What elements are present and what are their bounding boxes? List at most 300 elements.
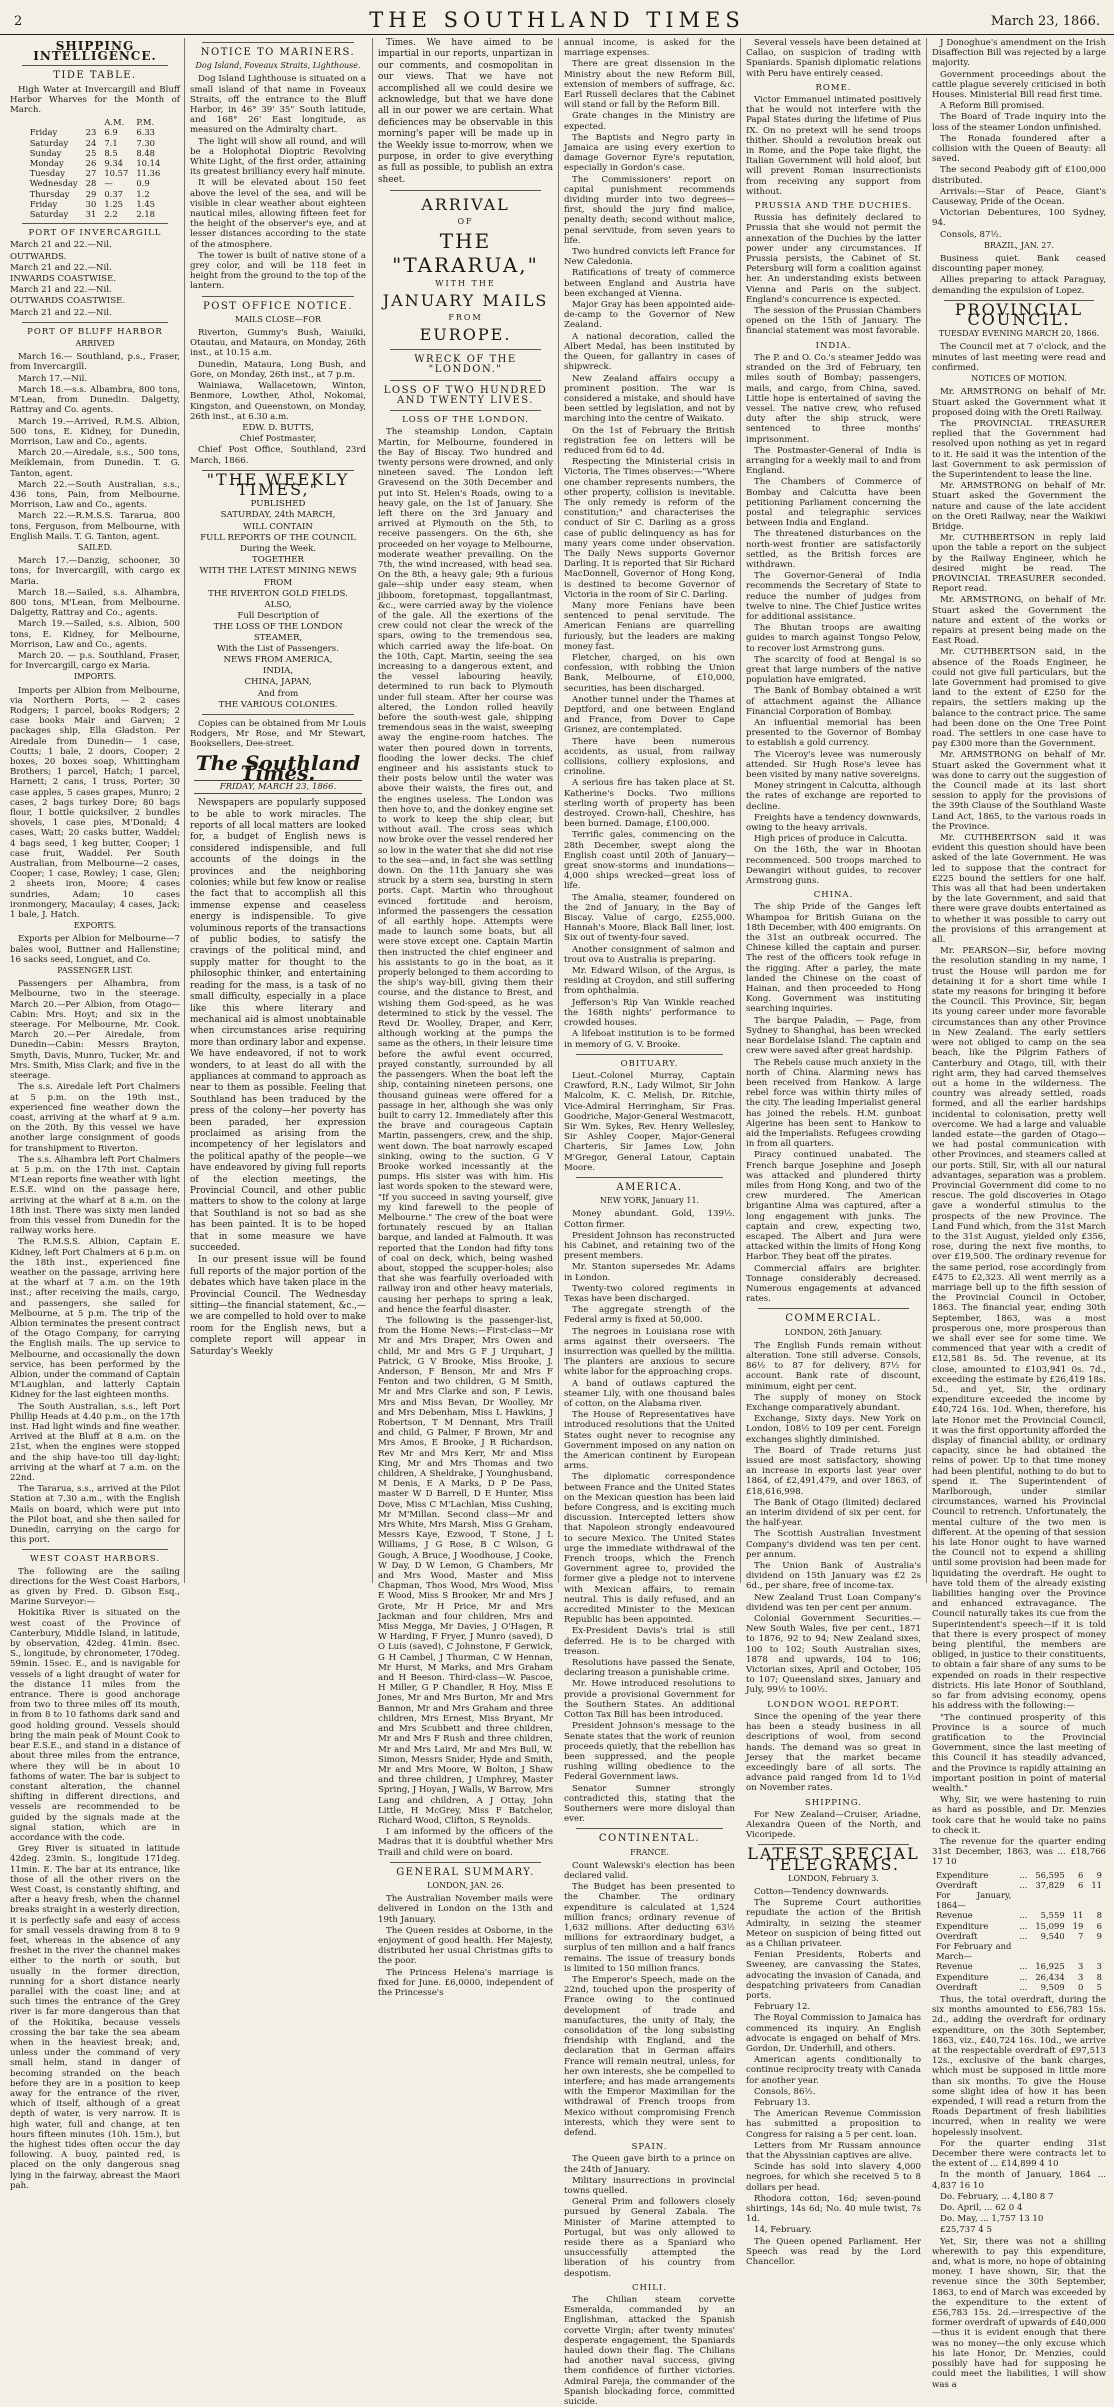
commercial-dateline: LONDON, 26th January. [784,1327,883,1337]
telegram-paragraph: Cotton—Tendency downwards. [754,1886,889,1897]
editorial-text [190,798,366,1358]
port-line: March 21 and 22.—Nil. [10,307,112,318]
commercial-paragraph: Colonial Government Securities.—New South Wales, five per cent., 1871 to 1876, 92 to 94; New Zealand sixes, 100 to 102; South Australian sixes, 1878 and upwards, 104 to 106; Victorian sixes, April and October, 105 to 107; Queensland sixes, January and July, 99½ to 100½. [746,1614,921,1696]
section-heading: SHIPPING INTELLIGENCE. [33,39,157,64]
arrival-banner-line: OF [457,217,474,227]
telegram-paragraph: The Queen opened Parliament. Her Speech was read by the Lord Chancellor. [746,2236,921,2268]
finance-cell [1015,1890,1031,1910]
mariners-subtitle: Dog Island, Foveaux Straits, Lighthouse. [195,61,361,71]
finance-cell: 9,509 [1040,1981,1065,1992]
india-title: INDIA. [815,340,852,351]
weekly-advert-line: During the Week. [239,543,317,554]
sailing-item: March 19.—Sailed, s.s. Albion, 500 tons, E. Kidney, for Melbourne, Morrison, Law and Co., agents. [10,619,180,650]
council-paragraph: Mr. ARMSTRONG on behalf of Mr. Stuart asked the Government the nature and cause of the late accident on the Oreti Railway, near the Waikiwi Bridge. [932,481,1106,532]
tide-cell: 24 [85,137,97,148]
america-paragraph: Resolutions have passed the Senate, declaring treason a punishable crime. [564,1658,735,1679]
spain-text [564,2154,735,2278]
tide-row [26,168,165,178]
telegram-paragraph: Scinde has sold into slavery 4,000 negroes, for which she received 5 to 8 dollars per head. [746,2162,921,2193]
arrival-banner-line: JANUARY MAILS [382,291,549,311]
india-paragraph: An influential memorial has been presented to the Governor of Bombay to establish a gold currency. [746,718,921,749]
continental-paragraph: Count Walewski's election has been declared valid. [564,1860,735,1881]
west-coast-paragraph: Grey River is situated in latitude 42deg. 23min. S., longitude 171deg. 11min. E. The bar at its entrance, like those of all the other rivers on the West Coast, is constantly shifting, and after a heavy fresh, when the channel breaks straight in a westerly direction, it is perfectly safe and easy of access for small vessels drawing from 8 to 9 feet, whereas in the absence of any freshet in the river the channel makes either to the north or south, but usually in the former direction, running for a short distance nearly parallel with the coast line; and at such times the entrance of the Grey river is far more dangerous than that of the Hokitika, because vessels crossing the bar take the sea abeam when in the heaviest break; and, unless under the command of very small helm, stand in danger of becoming stranded on the beach before they are in a position to keep away for the entrance of the river, which of itself, although of a great depth of water, is very narrow. It is high water, full and change, at ten hours fifteen minutes (10h. 15m.), but the highest tides often occur the day following. A buoy, painted red, is placed on the only dangerous snag lying in the fairway, abreast the Maori pah. [10,1844,180,2191]
sailing-item: March 20. — p.s. Southland, Fraser, for Invercargill, cargo ex Maria. [10,650,180,672]
telegram-paragraph: The Supreme Court authorities repudiate the action of the British Admiralty, in seizing the steamer Meteor on suspicion of being fitted out as a Chilian privateer. [746,1898,921,1949]
arrival-item: March 17.—Nil. [18,373,88,384]
india-paragraph: The P. and O. Co.'s steamer Jeddo was stranded on the 3rd of February, ten miles south of Bombay; passengers, mails, and cargo, from China, saved. Little hope is entertained of saving the vessel. The native crew, who refused duty after the ship struck, were sentenced to three months' imprisonment. [746,352,921,445]
council-debate-continued [932,1995,1106,2390]
post-office-paragraph: Riverton, Gummy's Bush, Waiuiki, Otautau, and Mataura, on Monday, 26th inst., at 10.15 a.m. [190,328,366,359]
telegram-paragraph: February 12. [754,2002,811,2013]
telegram-paragraph: Arrivals:—Star of Peace, Giant's Causeway, Pride of the Ocean. [932,186,1106,208]
port-line: March 21 and 22.—Nil. [10,240,112,251]
post-signature-date: Chief Post Office, Southland, 23rd March, 1866. [190,445,366,466]
finance-cell: ... [1019,1869,1028,1880]
summary-paragraph: The Australian November mails were delivered in London on the 13th and 19th January. [378,1894,553,1925]
tide-cell: 23 [85,127,97,138]
weekly-advert-line: Full Description of [237,611,319,622]
council-paragraph: For the quarter ending 31st December there were contracts let to the extent of ... £14,899 4 10 [932,2138,1106,2170]
post-signature-name: EDW. D. BUTTS, [242,422,314,433]
telegram-paragraph: The Board of Trade inquiry into the loss of the steamer London unfinished. [932,112,1106,133]
telegram-paragraph: American agents conditionally to continue reciprocity treaty with Canada for another year. [746,2055,921,2086]
summary-item: Another consignment of salmon and trout ova to Australia is preparing. [564,944,735,965]
finance-cell: 7 [1077,1930,1084,1941]
column-notices [190,38,366,1583]
shipping-paragraph: The South Australian, s.s., left Port Phillip Heads at 4.40 p.m., on the 17th inst. Had light winds and fine weather. Arrived at the Bluff at 8 a.m. on the 21st, when the engines were stopped and the ship have-too till day-light; arriving at the wharf at 7 a.m. on the 22nd. [10,1401,180,1484]
summary-item: A serious fire has taken place at St. Katherine's Docks. Two millions sterling worth of property has been destroyed. Crown-hall, Cheshire, has been burned. Damage, £100,000. [564,778,735,830]
arrival-item: March 16.— Southland, p.s., Fraser, from Invercargill. [10,352,180,373]
tide-row [26,158,165,168]
arrival-banner-line: FROM [448,313,483,323]
finance-cell: ... [1019,1971,1028,1982]
wreck-headline: WRECK OF THE "LONDON." [414,354,517,376]
weekly-advert-line: WILL CONTAIN [243,521,313,532]
tide-cell: Monday [29,158,64,169]
finance-cell [1069,1890,1088,1910]
west-coast-paragraph: Hokitika River is situated on the west coast of the Province of Canterbury, Middle Island, in latitude, by observation, 42deg. 41min. 8sec. S., longitude, by chronometer, 170deg. 59min. 15sec. E., and is navigable for vessels of a light draught of water for the distance 11 miles from the entrance. There is good anchorage from two to three miles off its mouth, in from 8 to 10 fathoms dark sand and good holding ground. Vessels should bring the main peak of Mount Cook to bear E.S.E., and stand in a distance of about three miles from the entrance, where they will be in about 10 fathoms of water. The bar is subject to constant alteration, the channel shifting in different directions, and vessels are recommended to be guided by the signals made at the signal station, which are in accordance with the code. [10,1608,180,1843]
tide-row [26,209,165,219]
arrival-item: March 20.—Airedale, s.s., 500 tons, Meiklemain, from Dunedin. T. G. Tanton, agent. [10,448,180,479]
column-rule [558,38,559,1583]
america-paragraph: The aggregate strength of the Federal army is fixed at 50,000. [564,1305,735,1326]
sailing-item: March 18.—Sailed, s.s. Alhambra, 800 tons, M'Lean, from Melbourne. Dalgetty, Rattray and Co., agents. [10,587,180,619]
tide-cell: 8.48 [136,147,155,158]
nameplate-date: FRIDAY, MARCH 23, 1866. [194,780,362,794]
arrival-banner-line: EUROPE. [419,325,512,345]
loss-title: LOSS OF THE LONDON. [402,415,529,426]
loss-headline: LOSS OF TWO HUNDRED AND TWENTY LIVES. [383,384,548,406]
tide-intro: High Water at Invercargill and Bluff Harbor Wharves for the Month of March. [10,84,180,116]
tide-header-cell: A.M. [104,117,125,128]
mariners-paragraph: The light will show all round, and will be a Holophotal Dioptric Revolving White Light, of the first order, attaining its greatest brilliancy every half minute. [190,136,366,178]
tide-row [26,148,165,158]
summary-item: Two hundred convicts left France for New Caledonia. [564,247,735,268]
america-title: AMERICA. [616,1181,683,1193]
china-paragraph: Piracy continued unabated. The French barque Josephine and Joseph was attacked and plundered thirty miles from Hong Kong, and two of the crew murdered. The American brigantine Alma was captured, after a long engagement with junks. The captain and crew, expecting two, escaped. The Albert and Jura were attacked within the limits of Hong Kong Harbor. They beat off the pirates. [746,1150,921,1263]
mariners-paragraph: It will be elevated about 150 feet above the level of the sea, and will be visible in clear weather about eighteen nautical miles, allowing fifteen feet for the height of the observer's eye, and at lesser distances according to the state of the atmosphere. [190,178,366,250]
passenger-text: Passengers per Alhambra, from Melbourne, two in the steerage. March 20.—Per Albion, from Otago—Cabin: Mrs. Hoyt; and six in the steerage. For Melbourne, Mr. Cook. March 20.—Per Airedale, from Dunedin—Cabin: Messrs Brayton, Smyth, Davis, Munro, Tucker, Mr. and Mrs. Smith, Miss Clark; and five in the steerage. [10,979,180,1082]
summary-item: Respecting the Ministerial crisis in Victoria, The Times observes:—"Where one chamber represents numbers, the other property, collision is inevitable. The only remedy is reform of the constitution;" and characterises the conduct of Sir C. Darling as a gross case of public delinquency as has for many years come under observation. The Daily News supports Governor Darling. It is reported that Sir Richard MacDonnell, Governor of Hong Kong, is destined to become Governor of Victoria in the room of Sir C. Darling. [564,457,735,600]
finance-cell: 15,099 [1035,1920,1065,1931]
finance-table [932,1870,1106,1992]
summary-item: Terrific gales, commencing on the 28th December, swept along the English coast until 20th of January—great snow-storms and inundations—4,000 ships wrecked—great loss of life. [564,830,735,892]
telegram-paragraph: The American Revenue Commission has submitted a proposition to Congress for raising a 5 per cent. loan. [746,2109,921,2140]
council-paragraph: Mr. CUTHBERTSON said it was evident this question should have been asked of the late Government. He was led to suppose that the contract for £225 bound the settlers for one half. This was all that had been undertaken by the late Government, and said that there were grave doubts entertained as to whether it was possible to carry out the provisions of this arrangement at all. [932,833,1106,946]
tide-table-title: TIDE TABLE. [53,70,137,82]
weekly-copies: Copies can be obtained from Mr Louis Rodgers, Mr Rose, and Mr Stewart, Booksellers, Dee-street. [190,718,366,750]
tide-cell: 0.9 [136,178,150,189]
telegram-paragraph: J Donoghue's amendment on the Irish Disaffection Bill was rejected by a large majority. [932,38,1106,69]
post-office-text [190,328,366,422]
tide-row [26,199,165,209]
council-paragraph: Mr. ARMSTRONG, on behalf of Mr. Stuart asked the Government the nature and extent of the works or repairs at present being made on the East Road. [932,595,1106,647]
chili-title: CHILI. [632,2282,667,2293]
summary-continued: annual income, is asked for the marriage expenses. [564,38,735,59]
column-foreign [564,38,735,2407]
masthead [0,0,1114,35]
loss-text [378,427,553,1857]
finance-cell: 8 [1096,1910,1102,1921]
imports-text: Imports per Albion from Melbourne, via Northern Ports, — 2 cases Rodgers; 1 parcel, books Rodgers; 2 case books Mair and Garven; 2 packages ship, Ella Gladston. Per Airedale from Dunedin— 1 case, Coutts; 1 bale, 2 doors, Cooper; 2 boxes, 20 boxes soap, Whittingham Brothers; 1 parcel, Hatch; 1 parcel, Harnett; 2 cans, 1 truss, Porter; 30 case apples, 5 cases grapes, Munro; 2 cases, 2 bags turkey Dore; 80 bags flour, 1 bottle quicksilver, 2 bundles shovels, 1 case pies, M'Donald; 4 cases, Watt; 20 casks butter, Waddel; 4 bags seed, 1 keg butter, Cooper; 1 case fruit, Waddel. Per South Australian, from Melbourne—2 cases, Cooper; 1 case, Rowley; 1 case, Glen; 2 sheets iron, Moore; 4 cases sundries, Adam; 10 cases ironmongery, Macaulay; 4 cases, Jack; 1 bale, J. Hatch. [10,685,180,921]
tide-cell: 6.33 [136,127,155,138]
arrival-banner-line: WITH THE [435,279,496,289]
shipping-paragraph: The R.M.S.S. Albion, Captain E. Kidney, left Port Chalmers at 6 p.m. on the 18th inst., experienced fine weather on the passage, arriving here at the wharf at 7 a.m. on the 19th inst.; after receiving the mails, cargo, and passengers, she sailed for Melbourne, at 5 p.m. The trip of the Albion terminates the present contract of the Otago Company, for carrying the English mails. The up service to Melbourne, and occasionally the down service, has been performed by the Albion, under the command of Captain M'Laughlan, and latterly Captain Kidney for the last eighteen months. [10,1237,180,1401]
america-paragraph: Mr. Howe introduced resolutions to provide a provisional Government for the Southern States. An additional Cotton Tax Bill has been introduced. [564,1679,735,1721]
tide-row [26,127,165,137]
finance-cell: 8 [1096,1971,1102,1982]
weekly-advert-line: PUBLISHED [250,499,306,510]
commercial-paragraph: The Bank of Otago (limited) declared an interim dividend of six per cent. for the half-year. [746,1497,921,1529]
weekly-times-advert [190,499,366,710]
america-paragraph: Mr. Stanton supersedes Mr. Adams in London. [564,1262,735,1283]
america-text [564,1209,735,1824]
weekly-advert-line: FROM [263,577,293,588]
india-paragraph: The Bank of Bombay obtained a writ of attachment against the Alliance Financial Corporation of Bombay. [746,686,921,717]
brazil-paragraph: Allies preparing to attack Paraguay, demanding the expulsion of Lopez. [932,275,1106,296]
telegram-paragraph: Consols, 87½. [940,229,1002,240]
india-paragraph: The Viceroy's levee was numerously attended. Sir Hugh Rose's levee has been visited by many native sovereigns. [746,749,921,781]
finance-cell: For February and March— [936,1940,1012,1962]
tide-cell: Saturday [29,209,69,220]
tide-cell: Friday [29,127,58,138]
tide-cell: Sunday [29,147,62,158]
finance-cell [1087,1941,1106,1961]
prussia-text [746,213,921,336]
spain-title: SPAIN. [631,2142,668,2153]
post-office-title: POST OFFICE NOTICE. [203,300,353,312]
finance-cell: 11 [1072,1910,1084,1921]
china-title: CHINA. [813,890,854,901]
telegram-paragraph: The second Peabody gift of £100,000 distributed. [932,165,1106,186]
loss-paragraph: The following is the passenger-list, from the Home News:—First-class—Mr Mr and Mrs Draper, Mrs Owen and child, Mr and Mrs G F J Urquhart, J Patrick, G V Brooke, Miss Brooke, J. Anderson, F Benson, Mr and Mrs F Fenton and two children, G M Smith, Mr and Mrs Clarke and son, F Lewis, Mrs and Miss Bevan, Dr Woolley, Mr and Mrs Debenham, Miss L Hawkins, J Robertson, T M Dennant, Mrs Traill and child, G Palmer, F Brown, Mr and Mrs Amos, E Brooke, J R Richardson, Rev Mr and Mrs Kerr, Mr and Miss King, Mr and Mrs Thomas and two children, A Sheldrake, J Younghusband, M Denis, E A Marks, D P De Pass, master W D Barrell, D E Hunter, Miss Dove, Miss C M'Lachlan, Miss Cushing, Mr M'Millan. Second class—Mr and Mrs White, Mrs Marsh, Miss G Graham, Messrs Kaye, Ezwood, T Stone, J L Williams, J G Rose, B C Wilson, G Gough, A Bruce, J Woodhouse, J Cooke, W Day, D W Lemon, G Chambers, Mr and Mrs Wood, Master and Miss Chapman, Thos Wood, Mrs Wood, Miss E Wood, Miss S Brooker, Mr and Mrs J Grote, Mr H Price, Mr and Mrs Jackman and four children, Mrs and Miss Megga, Mr Davies, J O'Hagen, R W Harding, F Fryer, J Munro (saved), D O Luis (saved), C Johnstone, F Gerwick, G H Cambel, J Thurman, C W Hennan, Mr Hurst, M Marks, and Mrs Graham and H Beeson. Third-class—W. Pascoe, H Miller, G P Chandler, R Hoy, Miss E Jones, Mr and Mrs Burton, Mr and Mrs Bannon, Mr and Mrs Graham and three children, Mrs Ernest, Miss Bryant, Mr and Mrs Scubbett and three children, Mr and Mrs F Rush and three children, Mr and Mrs Laird, Mr and Mrs Bull, W. Simon, Messrs Snider, Hyde and Smith, Mr and Mrs Moore, W Bolton, J Shaw and three children, J Umphrey, Master Spring, J Hoyan, J Walls, W Barrow, Mrs Lang and children, A J Ottay, John Little, H McGrey, Miss F Batchelor, Richard Wood, Clifton, S Reynolds. [378,1315,553,1826]
finance-cell: Expenditure [936,1869,989,1880]
council-paragraph: Mr. ARMSTRONG on behalf of Mr. Stuart asked the Government what it proposed doing with the Oreti Railway. [932,387,1106,418]
america-paragraph: The diplomatic correspondence between France and the United States on the Mexican question has been laid before Congress, and is exciting much discussion. Intercepted letters show that Napoleon strongly endeavoured to secure Mexico. The United States urge the immediate withdrawal of the French troops, which the French Government agree to, provided the former give a pledge not to intervene with Mexican affairs, to remain neutral. This is daily refused, and an accredited Minister to the Mexican Republic has been appointed. [564,1472,735,1626]
council-paragraph: Mr. PEARSON—Sir, before moving the resolution standing in my name, I trust the House will pardon me for detaining it for a short time while I state my reasons for bringing it before the Council. This Province, Sir, began its young career under more favorable circumstances than any other Province in New Zealand. The early settlers were not obliged to camp on the sea beach, like the Pilgrim Fathers of Canterbury and Otago, till, with their right arm, they had carved themselves out a home in the wilderness. The country was already settled, roads formed, and all the earlier hardships incidental to colonisation, pretty well overcome. We had a large and valuable landed estate—the garden of Otago—we had postal communication with other Provinces, and steamers called at our ports. Still, Sir, with all our natural advantages, separation was a problem. Provincial Government did come to no rescue. The gold discoveries in Otago gave a wonderful stimulus to the prospects of the new Province. The Land Fund which, from the 31st March to the 31st August, yielded only £356, rose, during the next five months, to over £19,500. The ordinary revenue for the same period, rose accordingly from £475 to £2,323. All went merrily as a marriage bell up to the fifth session of the Provincial Council in October, 1863. The financial year, ending 30th September, 1863, was a most prosperous one, more prosperous than we shall ever see for some time. We commenced that year with a credit of £12,581 8s. 5d. The revenue, at its close, amounted to £103,941 0s. 7d., exceeding the estimate by £26,419 18s. 5d., and yet, Sir, the ordinary expenditure exceeded the income by £40,724 16s. 10d. When, therefore, his late Honor met the Provincial Council, it was the first opportunity afforded the display of financial ability, or ordinary capacity, since he had obtained the reins of power. Up to that time money had been plentiful, nothing to do but to spend it. The Superintendent of Marlborough, under similar circumstances, warned his Provincial Council to retrench. Unfortunately, the mental culture of the two men is different. At the opening of that session his late Honor ought to have warned the Council not to expend a shilling until some provision had been made for liquidating the overdraft. He ought to have told them of the already existing liabilities hanging over the Province and enhanced extravagance. The Council naturally takes its cue from the Superintendent's speech—if it is told that there is every prospect of money being plentiful, the members are obliged, in justice to their constituents, to obtain a fair share of any sums to be expended on roads in their respective districts. His late Honor of Southland, so far from advising economy, opens his address with the following:— [932,946,1106,1712]
finance-cell: ... [1019,1930,1028,1941]
summary-item: Many more Fenians have been sentenced to penal servitude. The American Fenians are quarrelling furiously, but the leaders are making money fast. [564,600,735,652]
rome-title: ROME. [815,82,852,93]
west-coast-text [10,1567,180,2191]
tide-cell: 10.14 [136,158,161,169]
council-date: TUESDAY EVENING MARCH 20, 1866. [938,329,1100,339]
finance-cell [1015,1941,1031,1961]
finance-cell [1087,1890,1106,1910]
shipping-paragraph: The s.s. Airedale left Port Chalmers at 5 p.m. on the 19th inst., experienced fine weather down the coast, arriving at the wharf at 9 a.m. on the 20th. By this vessel we have another large consignment of goods for transhipment to Riverton. [10,1082,180,1154]
commercial-title: COMMERCIAL. [785,1313,882,1325]
continental-paragraph: The Budget has been presented to the Chamber. The ordinary expenditure is calculated at 1,524 million francs; ordinary revenue of 1,632 millions. After deducting 63½ millions for extraordinary budget, a surplus of ten million and a half francs remains. The issue of treasury bonds is limited to 150 million francs. [564,1882,735,1974]
summary-item: Jefferson's Rip Van Winkle reached the 168th nights' performance to crowded houses. [564,997,735,1029]
finance-cell: 37,829 [1035,1879,1065,1890]
post-signature-role: Chief Postmaster, [239,434,317,445]
summary-item: A national decoration, called the Albert Medal, has been instituted by the Queen, for gallantry in cases of shipwreck. [564,331,735,373]
finance-cell: Revenue [936,1961,973,1972]
exports-text: Exports per Albion for Melbourne—7 bales wool, Buttner and Hallenstine; 16 sacks seed, Longuet, and Co. [10,934,180,965]
prussia-paragraph: Russia has definitely declared to Prussia that she would not permit the annexation of the Duchies by the latter power under any circumstances. If Prussia persists, the Cabinet of St. Petersburg will form a coalition against her. An understanding exists between Vienna and Paris on the subject. England's concurrence is expected. [746,213,921,305]
america-paragraph: Twenty-two colored regiments in Texas have been discharged. [564,1283,735,1304]
finance-cell [1069,1941,1088,1961]
council-notices: NOTICES OF MOTION. [971,374,1067,384]
weekly-advert-line: INDIA, [262,666,294,677]
loss-paragraph: The steamship London, Captain Martin, for Melbourne, foundered in the Bay of Biscay. Two hundred and twenty persons were drowned, and only nineteen saved. The London left Gravesend on the 30th December and put into St. Helen's Roads, owing to a heavy gale, on the 1st of January. She left there on the 3rd January and arrived at Plymouth on the 5th, to receive passengers. On the 6th, she proceeded on her voyage to Melbourne, moderate weather prevailing. On the 7th, the wind increased, with head sea. On the 8th, a heavy gale; 9th a furious gale—ship under easy steam, when jibboom, foretopmast, topgallantmast, &c., were carried away by the violence of the gale. All the exertions of the crew could not clear the wreck of the spars, owing to the tremendous sea, which carried away the life-boat. On the 10th, Capt. Martin, seeing the sea increasing to a dangerous extent, and the vessel labouring heavily, determined to run back to Plymouth under full steam. After her course was altered, the London rolled heavily before the south-west gale, shipping tremendous seas in the waist, sweeping away the engine-room hatches. The water then poured down in torrents, flooding the lower decks. The chief engineer and his assistants stuck to their posts below until the water was above their waists, the fires out, and the engines useless. The London was then hove to, and the donkey engine set to work to keep the ship clear, but without avail. The cross seas which now broke over the vessel rendered her so low in the water that she did not rise to the sea—and, in fact she was settling down. On the 11th January she was struck by a stern sea, bursting in stern ports. Capt. Martin who throughout evinced fortitude and heroism, informed the passengers the cessation of all earthly hope. Attempts were made to launch some boats, but all were stove except one. Captain Martin then instructed the chief engineer and his assistants to go in the boat, as it properly belonged to them according to the ship's way-bill, giving them their course, and the distance to Brest, and wishing them God-speed, as he was determined to stick by the vessel. The Revd Dr. Woolley, Draper, and Kerr, although working at the pumps the same as the others, in their leisure time before the awful event occurred, prayed constantly, surrounded by all the passengers. When the boat left the ship, containing nineteen persons, one thousand guineas were offered for a passage in her, although she was only built to carry 12. Immediately after this the brave and courageous Captain Martin, passengers, crew, and the ship, went down. The boat narrowly escaped sinking, owing to the suction. G V Brooke worked incessantly at the pumps. His sister was with him. His last words spoken to the steward were, "If you succeed in saving yourself, give my kind farewell to the people of Melbourne." The crew of the boat were fortunately rescued by an Italian barque, and landed at Falmouth. It was reported that the London had fifty tons of coal on deck, which, being washed about, stopped the scupper-holes; also that she was fearfully overloaded with railway iron and other heavy materials, causing her perhaps to spring a leak, and hence the fearful disaster. [378,427,553,1315]
tide-cell: 2.18 [136,209,155,220]
commercial-paragraph: Exchange, Sixty days. New York on London, 108½ to 109 per cent. Foreign exchanges slightly diminished. [746,1414,921,1445]
council-debate [932,387,1106,1867]
finance-cell [1031,1941,1068,1961]
telegram-paragraph: Government proceedings about the cattle plague severely criticised in both Houses. Ministerial Bill read first time. [932,69,1106,101]
india-paragraph: The threatened disturbances on the north-west frontier are satisfactorily settled, as the British forces are withdrawn. [746,529,921,570]
sailed-label: SAILED. [77,542,113,552]
summary-item: There have been numerous accidents, as usual, from railway collisions, colliery explosions, and crinoline. [564,736,735,778]
column-london [378,38,553,1998]
column-rule [926,38,927,1583]
america-paragraph: President Johnson's message to the Senate states that the work of reunion proceeds quietly, that the rebellion has been suppressed, and the people rushing willing obedience to the Federal Government laws. [564,1721,735,1783]
council-paragraph: Thus, the total overdraft, during the six months amounted to £56,783 15s. 2d., adding the overdraft for ordinary expenditure, on the 30th September, 1863, viz., £40,724 16s. 10d., we arrive at the respectable overdraft of £97,513 12s., exclusive of the bank charges, which must be supposed in little more than six months. To give the House some slight idea of how it has been expended, I will read a return from the Roads Department of fresh liabilities incurred, when in reality we were hopelessly insolvent. [932,1994,1106,2138]
telegram-paragraph: A Reform Bill promised. [940,101,1045,112]
tide-cell: 2.2 [104,209,118,220]
tide-cell: 31 [85,209,97,220]
commercial-paragraph: The Board of Trade returns just issued are most satisfactory, showing an increase in exports last year over 1864, of £2,491,479, and over 1863, of £18,616,998. [746,1445,921,1497]
summary-item: On the 1st of February the British registration fee on letters will be reduced from 6d to 4d. [564,425,735,456]
summary-item: A lifeboat institution is to be formed in memory of G. V. Brooke. [564,1029,735,1050]
telegram-paragraph: The Royal Commission to Jamaica has commenced its inquiry. An English advocate is engaged on behalf of Mrs. Gordon, Dr. Underhill, and others. [746,2013,921,2054]
finance-cell: 6 [1077,1869,1084,1880]
arrival-item: March 22.—South Australian, s.s., 436 tons, Pain, from Melbourne. Morrison, Law and Co., agents. [10,479,180,511]
summary-title: GENERAL SUMMARY. [396,1866,535,1878]
finance-row [932,1870,1106,1880]
america-paragraph: The House of Representatives have introduced resolutions that the United States ought never to recognise any Government imposed on any nation on the American continent by European arms. [564,1410,735,1472]
finance-cell: 5 [1096,1981,1102,1992]
arrival-item: March 18.—s.s. Albambra, 800 tons, M'Lean, from Dunedin. Dalgetty, Rattray and Co. agents. [10,384,180,416]
finance-cell: 11 [1091,1879,1102,1890]
tide-cell: 28 [85,178,97,189]
brazil-paragraph: Business quiet. Bank ceased discounting paper money. [932,254,1106,275]
tide-cell: — [104,178,113,189]
newspaper-title: THE SOUTHLAND TIMES [369,8,745,32]
obituary-title: OBITUARY. [620,1058,679,1069]
finance-row [932,1910,1106,1920]
port-line: OUTWARDS. [10,251,67,262]
finance-cell: 26,434 [1035,1971,1065,1982]
mariners-paragraph: Dog Island Lighthouse is situated on a small island of that name in Foveaux Straits, off the entrance to the Bluff Harbor, in 46° 39' 35" South latitude, and 168° 26' East longitude, as measured on the Admiralty chart. [190,74,366,136]
tide-cell: 1.2 [136,188,150,199]
summary-item: Ratifications of treaty of commerce between England and Austria have been exchanged at Vienna. [564,268,735,299]
rome-text: Victor Emmanuel intimated positively that he would not interfere with the Papal States during the lifetime of Pius IX. On no pretext will he send troops thither. Should a revolution break out in Rome, and the Pope take flight, the Italian Government will hold aloof, but will prevent Roman insurrectionists from receiving any support from without. [746,95,921,197]
prussia-title: PRUSSIA AND THE DUCHIES. [754,201,913,212]
tide-cell: 30 [85,198,97,209]
finance-row [932,1931,1106,1941]
telegram-paragraph: The Ronada foundered after a collision with the Queen of Beauty: all saved. [932,133,1106,165]
weekly-advert-line: And from [257,688,299,699]
weekly-advert-line: SATURDAY, 24th MARCH, [220,510,336,521]
port-line: OUTWARDS COASTWISE. [10,296,126,307]
finance-cell: ... [1019,1981,1028,1992]
telegram-paragraph: February 13. [754,2098,811,2108]
finance-cell: ... [1019,1920,1028,1931]
council-paragraph: Do. April, ... 62 0 4 [940,2203,1023,2214]
telegrams-text [746,1887,921,2267]
spain-paragraph: General Prim and followers closely pursued by General Zabala. The Minister of Marine attempted to Portugal, but was only allowed to reside there as a Spaniard who unsuccessfully attempted the liberation of his country from despotism. [564,2197,735,2279]
port-invercargill-list [10,240,180,317]
america-paragraph: A band of outlaws captured the steamer Lily, with one thousand bales of cotton, on the Alabama river. [564,1378,735,1409]
telegrams-continued [932,38,1106,240]
tide-header-cell: P.M. [136,117,155,128]
council-paragraph: Do. May, ... 1,757 13 10 [940,2214,1044,2225]
telegrams-dateline: LONDON, February 3. [788,1873,879,1883]
port-bluff-title: PORT OF BLUFF HARBOR [27,326,163,337]
tide-cell: 0.37 [104,188,123,199]
shipping-paragraph: The Tararua, s.s., arrived at the Pilot Station at 7.30 a.m., with the English Mails on board, which were put into the Pilot boat, and she then sailed for Dunedin, carrying on the cargo for this port. [10,1484,180,1546]
tide-header-cell [82,117,101,127]
shipping-paragraph: The s.s. Alhambra left Port Chalmers at 5 p.m. on the 17th inst. Captain M'Lean reports fine weather with light E.S.E. wind on the passage here, arriving at the wharf at 8 a.m. on the 18th inst. There was sixty men landed from this vessel from Dunedin for the railway works here. [10,1154,180,1237]
post-office-subtitle: MAILS CLOSE—FOR [235,314,321,324]
port-line: INWARDS COASTWISE. [10,274,117,285]
tide-cell: 1.45 [136,198,155,209]
tide-header-cell [26,117,82,127]
wool-text: Since the opening of the year there has been a steady business in all descriptions of wool, from second hands. The demand was so great in Jersey that the market became exceedingly bare of all sorts. The advance paid ranged from 1d to 1½d on November rates. [746,1711,921,1794]
summary-dateline: LONDON, JAN. 26. [427,1880,504,1890]
india-paragraph: On the 16th, the war in Bhootan recommenced. 500 troops marched to Dewangiri without guides, to recover Armstrong guns. [746,845,921,887]
telegrams-title: LATEST SPECIAL TELEGRAMS. [747,1844,920,1874]
imports-label: IMPORTS. [73,672,117,682]
india-paragraph: The Chambers of Commerce of Bombay and Calcutta have been petitioning Parliament concerning the postal and telegraphic services between India and England. [746,477,921,529]
port-invercargill-title: PORT OF INVERCARGILL [28,228,162,239]
china-paragraph: Commercial affairs are brighter. Tonnage considerably decreased. Numerous engagements at advanced rates. [746,1263,921,1305]
shipping-news-text: For New Zealand—Cruiser, Ariadne, Alexandra Queen of the North, and Vicoripede. [746,1809,921,1841]
continental-text [564,1861,735,2138]
finance-cell: 5,559 [1040,1910,1065,1921]
tide-table [26,117,165,219]
sailed-list [10,556,180,671]
continental-paragraph: The Emperor's Speech, made on the 22nd, touched upon the prosperity of France owing to the continued development of trade and manufactures, the unity of Italy, the consolidation of the long subsisting friendship with England, and the declaration that in German affairs France will remain neutral, unless, for her own interests, she be compelled to interfere; and has made arrangements with the Emperor Maximilian for the withdrawal of French troops from Mexico without compromising French interests, which they were sent to defend. [564,1974,735,2139]
finance-row [932,1880,1106,1890]
america-paragraph: Money abundant. Gold, 139½. Cotton firmer. [564,1209,735,1230]
shipping-news-title: SHIPPING. [804,1797,863,1808]
finance-cell: 0 [1077,1981,1084,1992]
arrived-list [10,352,180,542]
china-text [746,902,921,1304]
column-rule [740,38,741,1583]
america-dateline: NEW YORK, January 11. [599,1196,700,1206]
arrived-label: ARRIVED [75,339,115,349]
council-minutes [932,342,1106,373]
tide-cell: 8.5 [104,147,118,158]
west-coast-title: WEST COAST HARBORS. [30,1554,160,1565]
india-paragraph: Freights have a tendency downwards, owing to the heavy arrivals. [746,812,921,834]
weekly-advert-line: FULL REPORTS OF THE COUNCIL [200,532,356,543]
tide-row [26,138,165,148]
summary-item: The Commissioners' report on capital punishment recommends dividing murder into two degrees—first, should the jury find malice, penalty death; second without malice, penal servitude, from seven years to life. [564,174,735,246]
council-paragraph: Mr. CUTHBERTSON in reply laid upon the table a report on the subject by the Railway Engineer, which he desired might be read. The PROVINCIAL TREASURER seconded. Report read. [932,533,1106,595]
weekly-advert-line: With the List of Passengers. [217,643,339,654]
chili-text: The Chilian steam corvette Esmeralda, commanded by an Englishman, attacked the Spanish corvette Virgin; after twenty minutes' desperate engagement, the Spaniards hauled down their flag. The Chilians had another naval success, giving them confidence of further victories. Admiral Pareja, the commander of the Spanish blockading force, committed suicide. [564,2295,735,2407]
finance-cell: 3 [1077,1971,1084,1982]
council-paragraph: The Council met at 7 o'clock, and the minutes of last meeting were read and confirmed. [932,342,1106,373]
summary-item: Grate changes in the Ministry are expected. [564,111,735,132]
brazil-text [932,254,1106,296]
telegram-paragraph: Rhodora cotton, 16d; seven-pound shirtings, 14s 6d; No. 40 mule twist, 7s 1d. [746,2193,921,2225]
council-title: PROVINCIAL COUNCIL. [954,299,1084,330]
finance-cell: 3 [1096,1961,1102,1972]
peru-text: Several vessels have been detained at Callao, on suspicion of trading with Spaniards. Spanish diplomatic relations with Peru have entirely ceased. [746,38,921,79]
finance-row [932,1890,1106,1910]
mariners-title: NOTICE TO MARINERS. [200,47,356,58]
council-paragraph: Do. February, ... 4,180 8 7 [940,2191,1054,2202]
editorial-paragraph: In our present issue will be found full reports of the major portion of the debates which have taken place in the Provincial Council. The Wednesday sitting—the financial statement, &c.,—we are compelled to hold over to make room for the English news, but a complete report will appear in Saturday's Weekly [190,1255,366,1357]
tide-row [26,178,165,188]
council-paragraph: Why, Sir, we were hastening to ruin as hard as possible, and Dr. Menzies took care that he would take no pains to check it. [932,1795,1106,1836]
wool-title: LONDON WOOL REPORT. [767,1699,900,1710]
port-line: March 21 and 22.—Nil. [10,285,112,296]
tide-cell: Tuesday [29,168,66,179]
summary-item: The Baptists and Negro party in Jamaica are using every exertion to damage Governor Eyre's reputation, especially in Gordon's case. [564,132,735,174]
obituary-text: Lieut.-Colonel Murray, Captain Crawford, R.N., Lady Wilmot, Sir John Malcolm, K. C. Melish, Dr. Ritchie, Vice-Admiral Herringham, Sir Fras. Goodriche, Major-General Westmacott, Sir Wm. Sykes, Rev. Henry Wellesley, Sir Ashley Cooper, Major-General Charteris, Sir James Low, John M'Gregor, General Latour, Captain Moore. [564,1070,735,1173]
council-paragraph: In the month of January, 1864 ... 4,837 16 10 [932,2170,1106,2191]
telegram-paragraph: Victorian Debentures, 100 Sydney, 94. [932,208,1106,229]
summary-text [378,1894,553,1998]
summary-item: The Amalia, steamer, foundered on the 2nd of January, in the Bay of Biscay. Value of cargo, £255,000. Hannah's Moore, Black Ball liner, lost. Six out of twenty-four saved. [564,892,735,944]
finance-cell: Overdraft [936,1930,978,1941]
telegram-paragraph: Fenian Presidents, Roberts and Sweeney, are canvassing the States, advocating the invasion of Canada, and despatching privateers from Canadian ports. [746,1950,921,2001]
exports-label: EXPORTS. [73,921,117,931]
weekly-advert-line: NEWS FROM AMERICA, [223,654,333,665]
issue-date: March 23, 1866. [990,14,1100,29]
finance-cell: 6 [1077,1879,1084,1890]
finance-cell: 16,925 [1035,1961,1065,1972]
west-coast-paragraph: The following are the sailing directions for the West Coast Harbors, as given by Fred. D. Gibson Esq., Marine Surveyor:— [10,1566,180,1608]
editorial-continued: Times. We have aimed to be impartial in our reports, unpartizan in our comments, and cosmopolitan in our views. That we have not accomplished all we could desire we acknowledge, but that we have done all in our power we are certain. What deficiences may be observable in this morning's paper will be made up in the Weekly issue to-morrow, when we purpose, in order to give everything as full as possible, to publish an extra sheet. [378,38,553,185]
editorial-paragraph: Newspapers are popularly supposed to be able to work miracles. The reports of all local matters are looked for, a budget of English news is considered indispensible, and full accounts of the doings in the provinces and the neighboring colonies; while but few know or realise the fact that to accomplish all this immense expense and ceaseless energy is indispensible. To give voluminous reports of the transactions of public bodies, to satisfy the cravings of the political mind, and supply matter for thought to the philosophic thinker, and entertaining reading for the mass, is a task of no small difficulty, especially in a place like this where literary and mechanical aid is almost unobtainable when circumstances arise requiring more than ordinary labor and expense. We have endeavored, if not to work wonders, to at least do all with the appliances at command to approach as near to them as possible. Feeling that Southland has been traduced by the press of the colony—her poverty has been paraded, her expression proclaimed as arising from the incompetency of her legislators and the political apathy of the people—we have endeavored by giving full reports of the election meetings, the Provincial Council, and other public matters to show to the colony at large that Southland is not so bad as she has been painted. It is to be hoped that in some measure we have succeeded. [190,798,367,1254]
india-text [746,353,921,886]
council-paragraph: Mr. CUTHBERTSON said, in the absence of the Roads Engineer, he could not give full particulars, but the late Government had promised to give land to the extent of £250 for the repairs, the settlers making up the balance to the contract price. The same had been done on the One Tree Point road. The settlers in one case have to pay £300 more than the Government. [932,647,1106,750]
tide-cell: 9.34 [104,158,123,169]
mariners-text [190,74,366,291]
commercial-text [746,1341,921,1696]
america-paragraph: President Johnson has reconstructed his Cabinet, and retaining two of the present members. [564,1230,735,1262]
post-office-paragraph: Wainiawa, Wallacetown, Winton, Benmore, Lowther, Athol, Nokomai, Kingston, and Queenstown, on Monday, 26th inst., at 6.30 a.m. [190,381,366,422]
arrival-item: March 19.—Arrived, R.M.S. Albion, 500 tons, E. Kidney, for Dunedin, Morrison, Law and Co., agents. [10,416,180,447]
weekly-advert-line: THE RIVERTON GOLD FIELDS. [208,588,348,599]
council-paragraph: "The continued prosperity of this Province is a source of much gratification to the Provincial Government, since the last meeting of this Council it has steadily advanced, and the Province is rapidly attaining an important position in point of material wealth." [932,1712,1106,1794]
finance-cell: Overdraft [936,1981,978,1992]
weekly-advert-line: ALSO, [264,599,292,610]
finance-row [932,1982,1106,1992]
india-paragraph: The Governor-General of India recommends the Secretary of State to reduce the number of judges from twelve to nine. The Chief Justice writes for additional assistance. [746,571,921,622]
sailing-item: March 17.—Danzig, schooner, 30 tons, for Invercargill, with cargo ex Maria. [10,556,180,587]
passenger-label: PASSENGER LIST. [57,966,133,976]
commercial-paragraph: The supply of money on Stock Exchange comparatively abundant. [746,1392,921,1413]
